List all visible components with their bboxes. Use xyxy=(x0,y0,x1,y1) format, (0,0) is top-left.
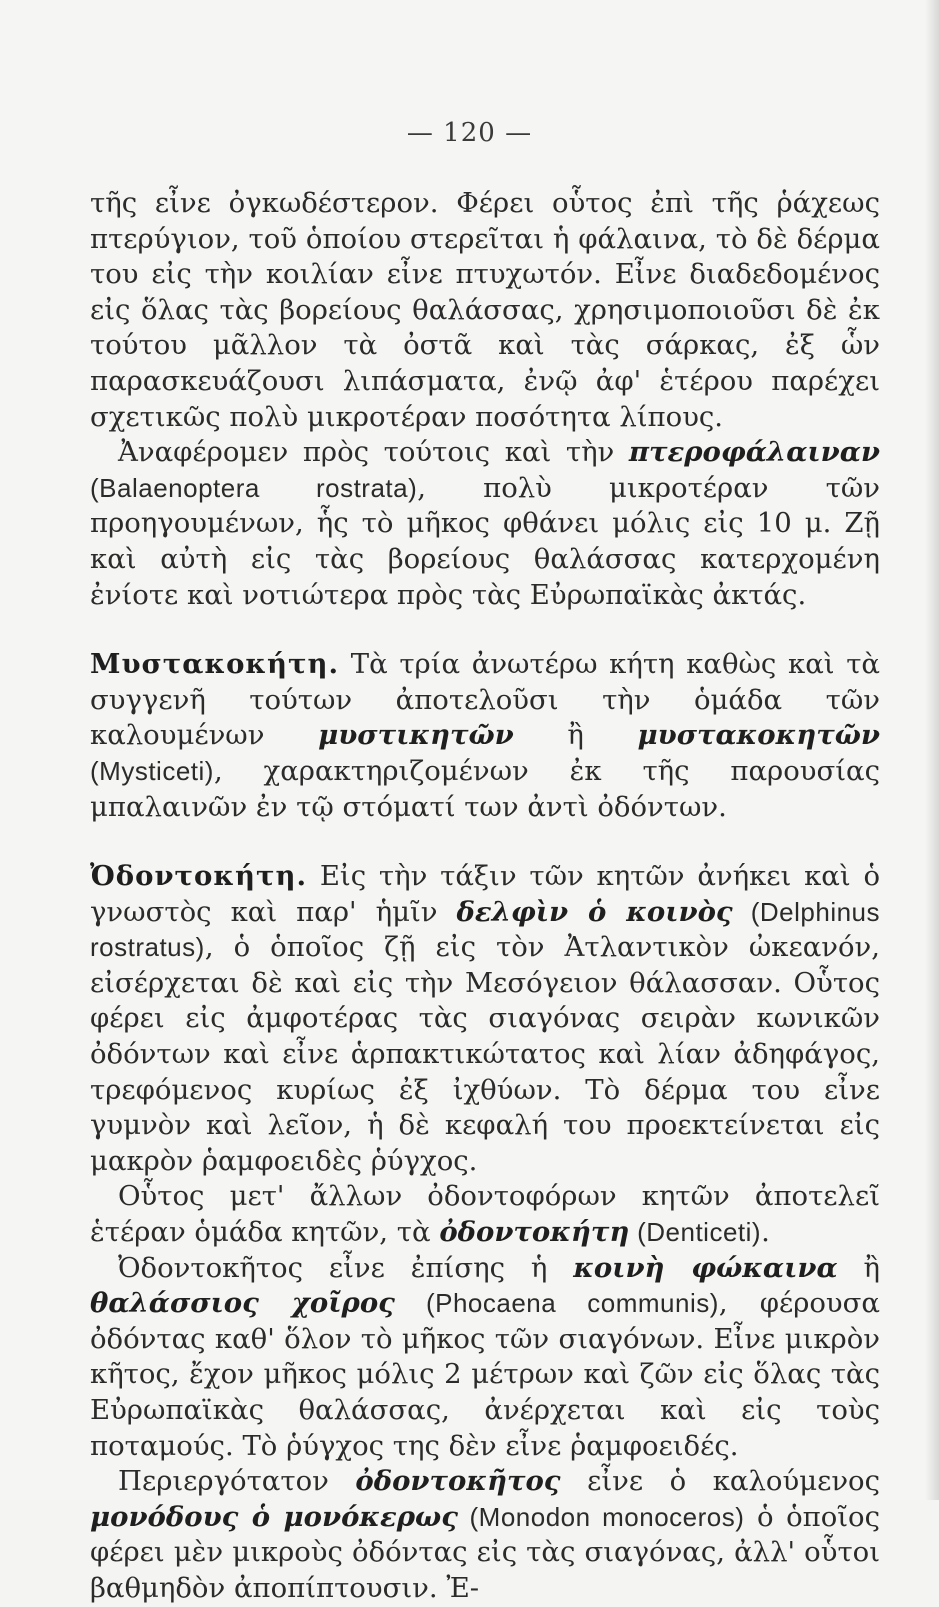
text-run: Οὗτος μετ' ἄλλων ὀδοντοφόρων κητῶν ἀποτελεῖ ἑτέραν ὁμάδα κητῶν, τὰ xyxy=(90,1180,880,1249)
text-run: , ὁ ὁποῖος ζῇ εἰς τὸν Ἀτλαντικὸν ὠκεανόν, εἰσέρχεται δὲ καὶ εἰς τὴν Μεσόγειον θάλασσαν. Οὗτος φέρει εἰς ἀμφοτέρας τὰς σιαγόνας σειρὰν κωνικῶν ὀδόντων καὶ εἶνε ἁρπακτικώτατος καὶ λίαν ἀδηφάγος, τρεφόμενος κυρίως ἐξ ἰχθύων. Τὸ δέρμα του εἶνε γυμνὸν καὶ λεῖον, ἡ δὲ κεφαλή του προεκτείνεται εἰς μακρὸν ῥαμφοειδὲς ῥύγχος. xyxy=(90,931,880,1177)
latin-name: (Balaenoptera rostrata) xyxy=(90,472,418,503)
paragraph-rorqual-description xyxy=(90,186,880,435)
text-run: ἢ xyxy=(513,719,638,752)
species-term: ὀδοντοκήτη xyxy=(439,1216,630,1249)
text-run: . xyxy=(761,1216,770,1249)
paragraph-balaenoptera xyxy=(90,435,880,613)
section-heading: Ὀδοντοκήτη. xyxy=(90,860,308,893)
latin-name: (Phocaena communis) xyxy=(394,1288,719,1319)
species-term: κοινὴ φώκαινα xyxy=(573,1251,838,1284)
species-term: μονόδους ὁ μονόκερως xyxy=(90,1500,458,1533)
body-text xyxy=(90,186,880,1607)
species-term: ὀδοντοκῆτος xyxy=(355,1465,561,1498)
text-run: Ὀδοντοκῆτος εἶνε ἐπίσης ἡ xyxy=(118,1251,574,1284)
species-term: μυστικητῶν xyxy=(318,719,514,752)
text-run: , φέρουσα ὀδόντας καθ' ὅλον τὸ μῆκος τῶν σιαγόνων. Εἶνε μικρὸν κῆτος, ἔχον μῆκος μόλις 2 μέτρων καὶ ζῶν εἰς ὅλας τὰς Εὐρωπαϊκὰς θαλάσσας, ἀνέρχεται καὶ εἰς τοὺς ποταμούς. Τὸ ῥύγχος της δὲν εἶνε ῥαμφοειδές. xyxy=(90,1287,880,1462)
text-run: Τὰ τρία ἀνωτέρω κήτη καθὼς καὶ τὰ συγγενῆ τούτων ἀποτελοῦσι τὴν ὁμάδα τῶν καλουμένων xyxy=(90,648,880,752)
section-heading: Μυστακοκήτη. xyxy=(90,648,340,681)
latin-name: (Mysticeti) xyxy=(90,755,214,786)
latin-name: (Delphinus rostratus) xyxy=(90,896,881,963)
species-term: θαλάσσιος χοῖρος xyxy=(90,1287,395,1320)
text-run: Περιεργότατον xyxy=(118,1465,356,1498)
paragraph-mysticeti xyxy=(90,647,880,825)
text-run: τῆς εἶνε ὀγκωδέστερον. Φέρει οὗτος ἐπὶ τῆς ῥάχεως πτερύγιον, τοῦ ὁποίου στερεῖται ἡ φάλαινα, τὸ δὲ δέρμα του εἰς τὴν κοιλίαν εἶνε πτυχωτόν. Εἶνε διαδεδομένος εἰς ὅλας τὰς βορείους θαλάσσας, χρησιμοποιοῦσι δὲ ἐκ τούτου μᾶλλον τὰ ὀστᾶ καὶ τὰς σάρκας, ἐξ ὧν παρασκευάζουσι λιπάσματα, ἐνῷ ἀφ' ἑτέρου παρέχει σχετικῶς πολὺ μικροτέραν ποσότητα λίπους. xyxy=(90,187,880,433)
latin-name: (Denticeti) xyxy=(629,1217,762,1248)
species-term: πτεροφάλαιναν xyxy=(628,436,880,469)
text-run: ἢ xyxy=(837,1251,880,1284)
page-number: — 120 — xyxy=(406,118,533,148)
text-run: , πολὺ μικροτέραν τῶν προηγουμένων, ἧς τὸ μῆκος φθάνει μόλις εἰς 10 μ. Ζῇ καὶ αὐτὴ εἰς τὰς βορείους θαλάσσας κατερχομένη ἐνίοτε καὶ νοτιώτερα πρὸς τὰς Εὐρωπαϊκὰς ἀκτάς. xyxy=(90,471,880,611)
text-run: ὁ ὁποῖος φέρει μὲν μικροὺς ὀδόντας εἰς τὰς σιαγόνας, ἀλλ' οὗτοι βαθμηδὸν ἀποπίπτουσιν. Ἐ- xyxy=(90,1500,880,1604)
text-run: Ἀναφέρομεν πρὸς τούτοις καὶ τὴν xyxy=(118,436,629,469)
paragraph-monodon xyxy=(90,1464,880,1606)
page-edge-shadow xyxy=(925,0,939,1500)
text-run: Εἰς τὴν τάξιν τῶν κητῶν ἀνήκει καὶ ὁ γνωστὸς καὶ παρ' ἡμῖν xyxy=(90,860,880,928)
paragraph-odontoceti-dolphin xyxy=(90,859,880,1179)
species-term: δελφὶν ὁ κοινὸς xyxy=(456,895,733,928)
text-run: εἶνε ὁ καλούμενος xyxy=(560,1465,880,1498)
text-run: , χαρακτηριζομένων ἐκ τῆς παρουσίας μπαλαινῶν ἐν τῷ στόματί των ἀντὶ ὀδόντων. xyxy=(90,754,880,823)
paragraph-denticeti-group xyxy=(90,1179,880,1250)
latin-name: (Monodon monoceros) xyxy=(457,1501,745,1532)
species-term: μυστακοκητῶν xyxy=(637,719,880,752)
paragraph-phocaena xyxy=(90,1251,880,1465)
